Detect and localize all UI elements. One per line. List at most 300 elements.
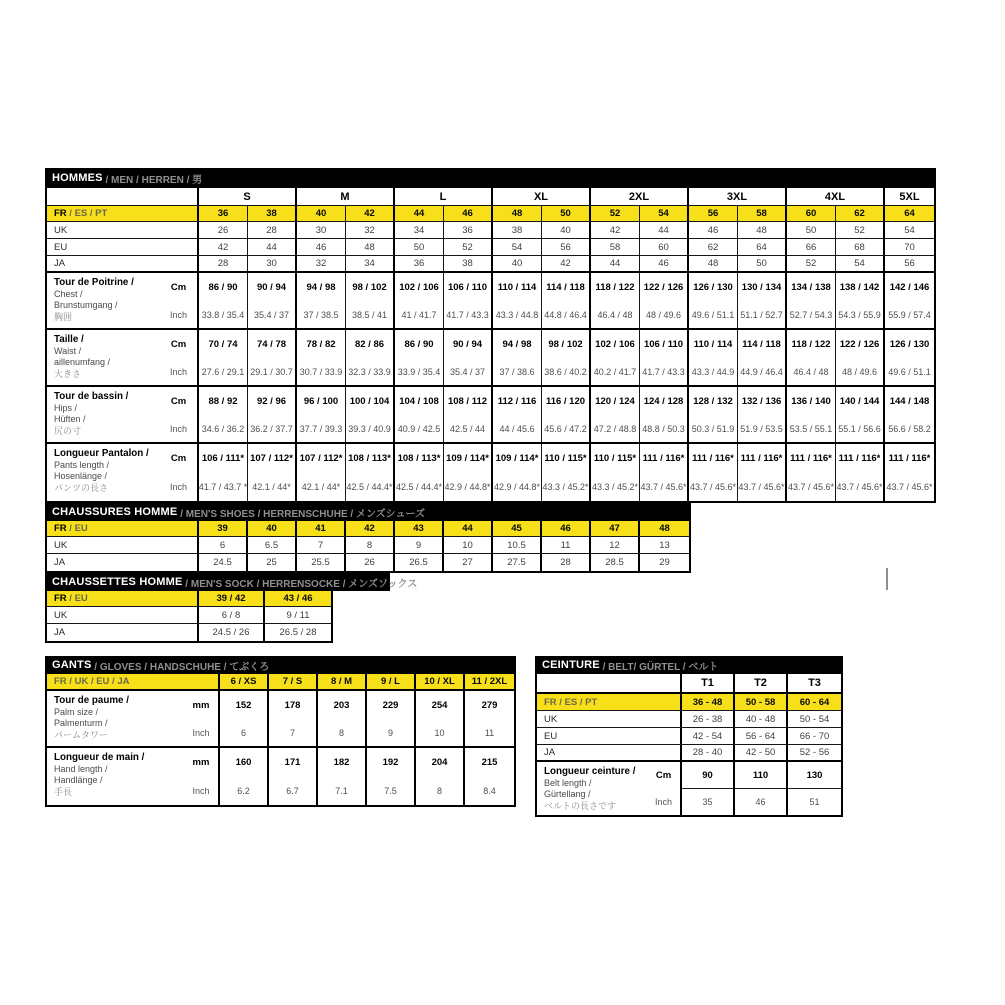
measure-value xyxy=(297,444,346,501)
measure-label-line: Gürtellang / xyxy=(544,789,591,799)
size-value: 12 xyxy=(591,537,640,553)
table-row xyxy=(47,256,934,273)
table-row xyxy=(47,748,514,805)
cm-value: 114 / 118 xyxy=(742,338,781,350)
men-table xyxy=(45,188,936,503)
measure-value xyxy=(591,273,640,328)
inch-value: 30.7 / 33.9 xyxy=(299,366,343,377)
table-row xyxy=(47,691,514,748)
inch-value: 9 xyxy=(387,727,393,738)
size-group-header: XL xyxy=(493,188,591,205)
gloves-table-title xyxy=(45,656,516,674)
inch-value: 11 xyxy=(484,727,495,738)
table-row xyxy=(47,554,689,571)
measure-value xyxy=(738,444,787,501)
inch-value: 35.4 / 37 xyxy=(449,366,486,377)
measure-value xyxy=(836,330,885,385)
belt-title-rest: / BELT/ GÜRTEL / ベルト xyxy=(599,661,719,673)
size-value: 11 xyxy=(542,537,591,553)
measure-value xyxy=(318,691,367,746)
measure-value xyxy=(367,691,416,746)
cm-value: 111 / 116* xyxy=(642,453,685,464)
size-value: 48 xyxy=(346,239,395,255)
unit-top-label: Cm xyxy=(655,769,672,781)
measure-label-line: Longueur de main / xyxy=(54,752,145,763)
size-group-header: 5XL xyxy=(899,190,920,203)
cm-value: 90 xyxy=(682,762,733,789)
measure-label-line: Handlänge / xyxy=(54,775,103,785)
size-value: 26 xyxy=(199,222,248,238)
fr-size-value: 42 xyxy=(346,521,395,536)
glove-size-value: 8 / M xyxy=(318,674,367,689)
cm-value: 110 / 114 xyxy=(497,281,537,293)
measure-label-line: ベルトの長さです xyxy=(544,800,617,811)
measure-label xyxy=(47,330,160,385)
row-label: UK xyxy=(537,711,682,727)
men-title-rest: / MEN / HERREN / 男 xyxy=(102,174,203,186)
measure-label-line: Taille / xyxy=(54,334,84,345)
size-value: 32 xyxy=(346,222,395,238)
size-value: 36 xyxy=(444,222,493,238)
cm-value: 106 / 111* xyxy=(201,453,245,464)
glove-size-value: 11 / 2XL xyxy=(471,676,508,687)
size-value: 70 xyxy=(904,241,915,253)
measure-label-line: 尻の寸 xyxy=(54,425,82,436)
measure-value xyxy=(493,444,542,501)
unit-bottom-label: Inch xyxy=(169,309,187,320)
measure-value xyxy=(836,387,885,442)
cm-value: 118 / 122 xyxy=(791,338,831,350)
cm-value: 130 / 134 xyxy=(741,281,782,293)
table-row xyxy=(47,537,689,554)
measure-value xyxy=(248,330,297,385)
size-value: 52 - 56 xyxy=(799,747,830,758)
fr-size-value: 43 xyxy=(395,521,444,536)
measure-label-line: パームタワー xyxy=(54,729,109,740)
cm-value: 124 / 128 xyxy=(643,395,684,407)
size-value: 48 xyxy=(738,222,787,238)
stray-mark xyxy=(886,568,888,590)
table-row xyxy=(537,762,841,815)
inch-value: 10 xyxy=(434,727,445,738)
measure-label-line: Hips / xyxy=(54,402,78,413)
inch-value: 51 xyxy=(809,797,820,807)
cm-value: 100 / 104 xyxy=(349,395,390,407)
cm-value: 94 / 98 xyxy=(306,281,336,293)
measure-value xyxy=(689,444,738,501)
inch-value: 41.7 / 43.3 xyxy=(642,366,685,377)
measure-value xyxy=(395,387,444,442)
inch-value: 43.7 / 45.6* xyxy=(689,482,737,492)
inch-value: 27.6 / 29.1 xyxy=(201,366,245,377)
gloves-title-rest: / GLOVES / HANDSCHUHE / てぶくろ xyxy=(91,661,270,673)
gloves-title-main: GANTS xyxy=(52,659,92,671)
measure-value xyxy=(297,330,346,385)
fr-size-value: 36 - 48 xyxy=(682,694,735,710)
measure-value xyxy=(682,762,735,815)
men-title-main: HOMMES xyxy=(52,172,103,184)
inch-value: 49.6 / 51.1 xyxy=(888,366,931,377)
unit-label xyxy=(647,762,682,815)
measure-label-line: Palm size / xyxy=(54,706,99,717)
inch-value: 38.6 / 40.2 xyxy=(544,366,587,377)
cm-value: 92 / 96 xyxy=(256,395,287,407)
size-group-header: 3XL xyxy=(689,188,787,205)
measure-label xyxy=(47,444,160,501)
cm-value: 140 / 144 xyxy=(839,395,880,407)
measure-value xyxy=(248,387,297,442)
inch-value: 43.7 / 45.6* xyxy=(787,482,835,492)
measure-value xyxy=(199,330,248,385)
unit-top-label: Cm xyxy=(170,338,187,350)
size-value: 50 xyxy=(395,239,444,255)
measure-value xyxy=(367,748,416,805)
mm-value: 192 xyxy=(382,757,399,768)
inch-value: 51.1 / 52.7 xyxy=(740,309,783,320)
cm-value: 98 / 102 xyxy=(548,338,583,350)
shoes-table xyxy=(45,521,691,573)
size-value: 6 / 8 xyxy=(199,607,265,623)
cm-value: 126 / 130 xyxy=(693,281,733,293)
table-row xyxy=(47,521,689,537)
measure-value xyxy=(885,444,934,501)
cm-value: 102 / 106 xyxy=(399,281,439,293)
size-value: 13 xyxy=(659,539,670,551)
unit-label xyxy=(184,691,220,746)
unit-label xyxy=(160,330,199,385)
measure-value xyxy=(640,387,689,442)
inch-value: 35.4 / 37 xyxy=(253,309,290,320)
socks-table xyxy=(45,591,333,643)
fr-size-value: 50 xyxy=(542,206,591,221)
size-value: 66 - 70 xyxy=(799,730,830,742)
measure-value xyxy=(220,748,269,805)
table-row xyxy=(537,728,841,745)
cm-value: 122 / 126 xyxy=(643,281,684,293)
table-row xyxy=(47,222,934,239)
region-label-main: FR xyxy=(54,523,67,534)
measure-value xyxy=(444,330,493,385)
cm-value: 110 / 115* xyxy=(593,453,637,464)
row-label: UK xyxy=(47,607,199,623)
fr-size-value: 46 xyxy=(542,521,591,536)
size-group-header: 4XL xyxy=(787,188,885,205)
measure-label xyxy=(47,387,160,442)
size-value: 38 xyxy=(444,256,493,271)
measure-value xyxy=(465,691,514,746)
table-row xyxy=(47,330,934,387)
belt-size-header: T3 xyxy=(808,677,821,689)
size-value: 50 - 54 xyxy=(799,713,830,725)
measure-value xyxy=(395,444,444,501)
unit-label xyxy=(160,273,199,328)
size-value: 40 xyxy=(493,256,542,271)
inch-value: 36.2 / 37.7 xyxy=(250,423,293,434)
unit-top-label: Cm xyxy=(170,281,187,293)
size-value: 64 xyxy=(738,239,787,255)
size-value: 32 xyxy=(297,256,346,271)
size-value: 68 xyxy=(836,239,885,255)
measure-value xyxy=(395,330,444,385)
measure-value xyxy=(689,330,738,385)
measure-value xyxy=(787,387,836,442)
shoes-table-title xyxy=(45,503,691,521)
fr-size-value: 64 xyxy=(904,208,915,219)
size-value: 9 / 11 xyxy=(286,609,310,621)
cm-value: 104 / 108 xyxy=(399,395,439,407)
size-value: 42 - 50 xyxy=(735,745,788,760)
measure-label-line: 手長 xyxy=(54,786,73,797)
measure-value xyxy=(220,691,269,746)
unit-bottom-label: Inch xyxy=(654,796,672,807)
measure-value xyxy=(493,273,542,328)
cm-value: 74 / 78 xyxy=(256,338,287,350)
row-label: EU xyxy=(47,239,199,255)
fr-size-value: 48 xyxy=(659,523,670,534)
measure-label-line: Hand length / xyxy=(54,763,108,774)
gloves-table xyxy=(45,674,516,807)
measure-value xyxy=(444,444,493,501)
region-label-rest: / ES / PT xyxy=(66,208,108,219)
measure-value xyxy=(542,444,591,501)
measure-label-line: Longueur ceinture / xyxy=(544,766,636,777)
size-value: 46 xyxy=(297,239,346,255)
unit-label xyxy=(184,748,220,805)
cm-value: 94 / 98 xyxy=(502,338,532,350)
cm-value: 111 / 116* xyxy=(740,453,783,464)
measure-value xyxy=(493,330,542,385)
mm-value: 178 xyxy=(284,699,301,711)
cm-value: 138 / 142 xyxy=(839,281,880,293)
region-label-main: FR xyxy=(54,593,67,604)
cm-value: 90 / 94 xyxy=(452,338,483,350)
mm-value: 203 xyxy=(333,699,350,711)
measure-value xyxy=(493,387,542,442)
size-group-corner xyxy=(47,188,199,205)
belt-header-corner xyxy=(537,674,682,692)
cm-value: 116 / 120 xyxy=(545,395,586,407)
row-label: JA xyxy=(47,554,199,571)
measure-value xyxy=(248,444,297,501)
size-value: 34 xyxy=(395,222,444,238)
fr-size-value: 40 xyxy=(248,521,297,536)
measure-label xyxy=(537,762,647,815)
inch-value: 55.9 / 57.4 xyxy=(888,309,931,320)
cm-value: 112 / 116 xyxy=(497,395,537,407)
fr-size-value: 42 xyxy=(346,206,395,221)
inch-value: 53.5 / 55.1 xyxy=(789,423,833,434)
size-value: 56 - 64 xyxy=(735,728,788,744)
unit-bottom-label: Inch xyxy=(169,366,187,377)
inch-value: 48 / 49.6 xyxy=(645,309,682,320)
fr-size-value: 39 / 42 xyxy=(199,591,265,606)
measure-value xyxy=(542,330,591,385)
inch-value: 49.6 / 51.1 xyxy=(691,309,735,320)
measure-value xyxy=(542,387,591,442)
size-value: 56 xyxy=(904,258,915,269)
table-row xyxy=(47,239,934,256)
region-standards-label xyxy=(47,674,220,689)
table-row xyxy=(47,387,934,444)
cm-value: 70 / 74 xyxy=(208,338,238,350)
cm-value: 111 / 116* xyxy=(790,453,832,464)
inch-value: 44.8 / 46.4 xyxy=(544,309,587,320)
cm-value: 88 / 92 xyxy=(208,395,238,407)
inch-value: 55.1 / 56.6 xyxy=(838,423,881,434)
table-row xyxy=(47,607,331,624)
cm-value: 110 xyxy=(735,762,786,789)
region-label-rest: / EU xyxy=(66,523,88,534)
socks-title-rest: / MEN'S SOCK / HERRENSOCKE / メンズソックス xyxy=(182,578,418,590)
shoes-title-main: CHAUSSURES HOMME xyxy=(52,506,178,518)
table-row xyxy=(47,624,331,641)
measure-label xyxy=(47,691,184,746)
inch-value: 29.1 / 30.7 xyxy=(250,366,293,377)
cm-value: 108 / 113* xyxy=(348,453,391,464)
region-label-rest: FR / ES / PT xyxy=(544,696,598,708)
size-value: 28 xyxy=(248,222,297,238)
measure-value xyxy=(297,387,346,442)
inch-value: 42.1 / 44* xyxy=(301,482,341,492)
measure-value xyxy=(416,691,465,746)
table-row xyxy=(47,591,331,607)
size-value: 52 xyxy=(444,239,493,255)
size-value: 60 xyxy=(640,239,689,255)
measure-value xyxy=(591,387,640,442)
cm-value: 86 / 90 xyxy=(208,281,238,293)
cm-value: 144 / 148 xyxy=(889,395,930,407)
fr-size-value: 45 xyxy=(493,521,542,536)
size-value: 6.5 xyxy=(248,537,297,553)
measure-value xyxy=(591,444,640,501)
inch-value: 33.8 / 35.4 xyxy=(201,309,245,320)
size-value: 44 xyxy=(248,239,297,255)
inch-value: 7.1 xyxy=(335,786,348,796)
inch-value: 41.7 / 43.7 * xyxy=(199,482,248,492)
size-value: 62 xyxy=(689,239,738,255)
inch-value: 34.6 / 36.2 xyxy=(201,423,245,434)
inch-value: 7 xyxy=(289,727,295,738)
measure-value xyxy=(787,330,836,385)
inch-value: 42.5 / 44 xyxy=(449,423,486,434)
measure-value xyxy=(444,387,493,442)
inch-value: 45.6 / 47.2 xyxy=(544,423,587,434)
size-value: 8 xyxy=(346,537,395,553)
cm-value: 82 / 86 xyxy=(354,338,385,350)
measure-value xyxy=(640,444,689,501)
fr-size-value: 43 / 46 xyxy=(283,593,313,604)
measure-value xyxy=(346,444,395,501)
glove-size-value: 10 / XL xyxy=(416,674,465,689)
inch-value: 48 / 49.6 xyxy=(841,366,878,377)
measure-value xyxy=(416,748,465,805)
size-value: 46 xyxy=(689,222,738,238)
size-value: 54 xyxy=(836,256,885,271)
size-value: 27 xyxy=(444,554,493,571)
measure-value xyxy=(640,273,689,328)
inch-value: 37 / 38.6 xyxy=(499,366,535,377)
size-value: 25.5 xyxy=(297,554,346,571)
measure-value xyxy=(640,330,689,385)
measure-value xyxy=(836,444,885,501)
row-label: UK xyxy=(47,222,199,238)
cm-value: 126 / 130 xyxy=(889,338,930,350)
cm-value: 110 / 115* xyxy=(544,453,587,464)
cm-value: 108 / 113* xyxy=(397,453,441,464)
inch-value: 37 / 38.5 xyxy=(303,309,339,320)
measure-value xyxy=(738,273,787,328)
size-value: 26 - 38 xyxy=(682,711,735,727)
fr-size-value: 38 xyxy=(248,206,297,221)
size-value: 48 xyxy=(689,256,738,271)
size-value: 58 xyxy=(591,239,640,255)
size-value: 28.5 xyxy=(591,554,640,571)
size-group-header: S xyxy=(199,188,297,205)
socks-table-title xyxy=(45,573,418,591)
inch-value: 42.1 / 44* xyxy=(252,482,291,492)
inch-value: 32.3 / 33.9 xyxy=(348,366,391,377)
measure-value xyxy=(269,691,318,746)
measure-value xyxy=(346,387,395,442)
row-label: EU xyxy=(537,728,682,744)
table-row xyxy=(537,674,841,694)
cm-value: 120 / 124 xyxy=(595,395,635,407)
measure-value xyxy=(885,273,934,328)
cm-value: 118 / 122 xyxy=(595,281,635,293)
inch-value: 40.9 / 42.5 xyxy=(397,423,441,434)
measure-label-line: Brunstumgang / xyxy=(54,300,118,310)
inch-value: 42.9 / 44.8* xyxy=(444,482,491,492)
mm-value: 152 xyxy=(235,699,252,711)
size-value: 40 - 48 xyxy=(735,711,788,727)
measure-label-line: Belt length / xyxy=(544,777,592,788)
region-standards-label xyxy=(47,591,199,606)
measure-value xyxy=(269,748,318,805)
region-standards-label xyxy=(47,521,199,536)
men-table-title xyxy=(45,168,936,188)
fr-size-value: 40 xyxy=(297,206,346,221)
cm-value: 111 / 116* xyxy=(888,453,931,464)
size-group-header: M xyxy=(297,188,395,205)
fr-size-value: 36 xyxy=(199,206,248,221)
cm-value: 130 xyxy=(788,762,841,789)
measure-value xyxy=(444,273,493,328)
measure-label-line: Palmenturm / xyxy=(54,718,108,728)
measure-value xyxy=(591,330,640,385)
inch-value: 42.5 / 44.4* xyxy=(395,482,443,492)
mm-value: 171 xyxy=(284,757,301,768)
glove-size-value: 7 / S xyxy=(269,674,318,689)
inch-value: 8 xyxy=(436,786,442,796)
region-standards-label xyxy=(537,694,682,710)
cm-value: 142 / 146 xyxy=(889,281,930,293)
measure-value xyxy=(199,444,248,501)
size-value: 66 xyxy=(787,239,836,255)
inch-value: 35 xyxy=(702,797,713,807)
measure-label-line: Tour de Poitrine / xyxy=(54,277,134,288)
table-row xyxy=(537,745,841,762)
unit-bottom-label: Inch xyxy=(169,423,187,434)
measure-label-line: Longueur Pantalon / xyxy=(54,448,149,459)
table-row xyxy=(47,444,934,501)
mm-value: 182 xyxy=(333,757,350,768)
belt-size-header: T1 xyxy=(682,674,735,692)
inch-value: 42.9 / 44.8* xyxy=(493,482,541,492)
size-value: 10 xyxy=(444,537,493,553)
fr-size-value: 46 xyxy=(444,206,493,221)
inch-value: 43.3 / 44.9 xyxy=(691,366,735,377)
cm-value: 111 / 116* xyxy=(838,453,881,464)
